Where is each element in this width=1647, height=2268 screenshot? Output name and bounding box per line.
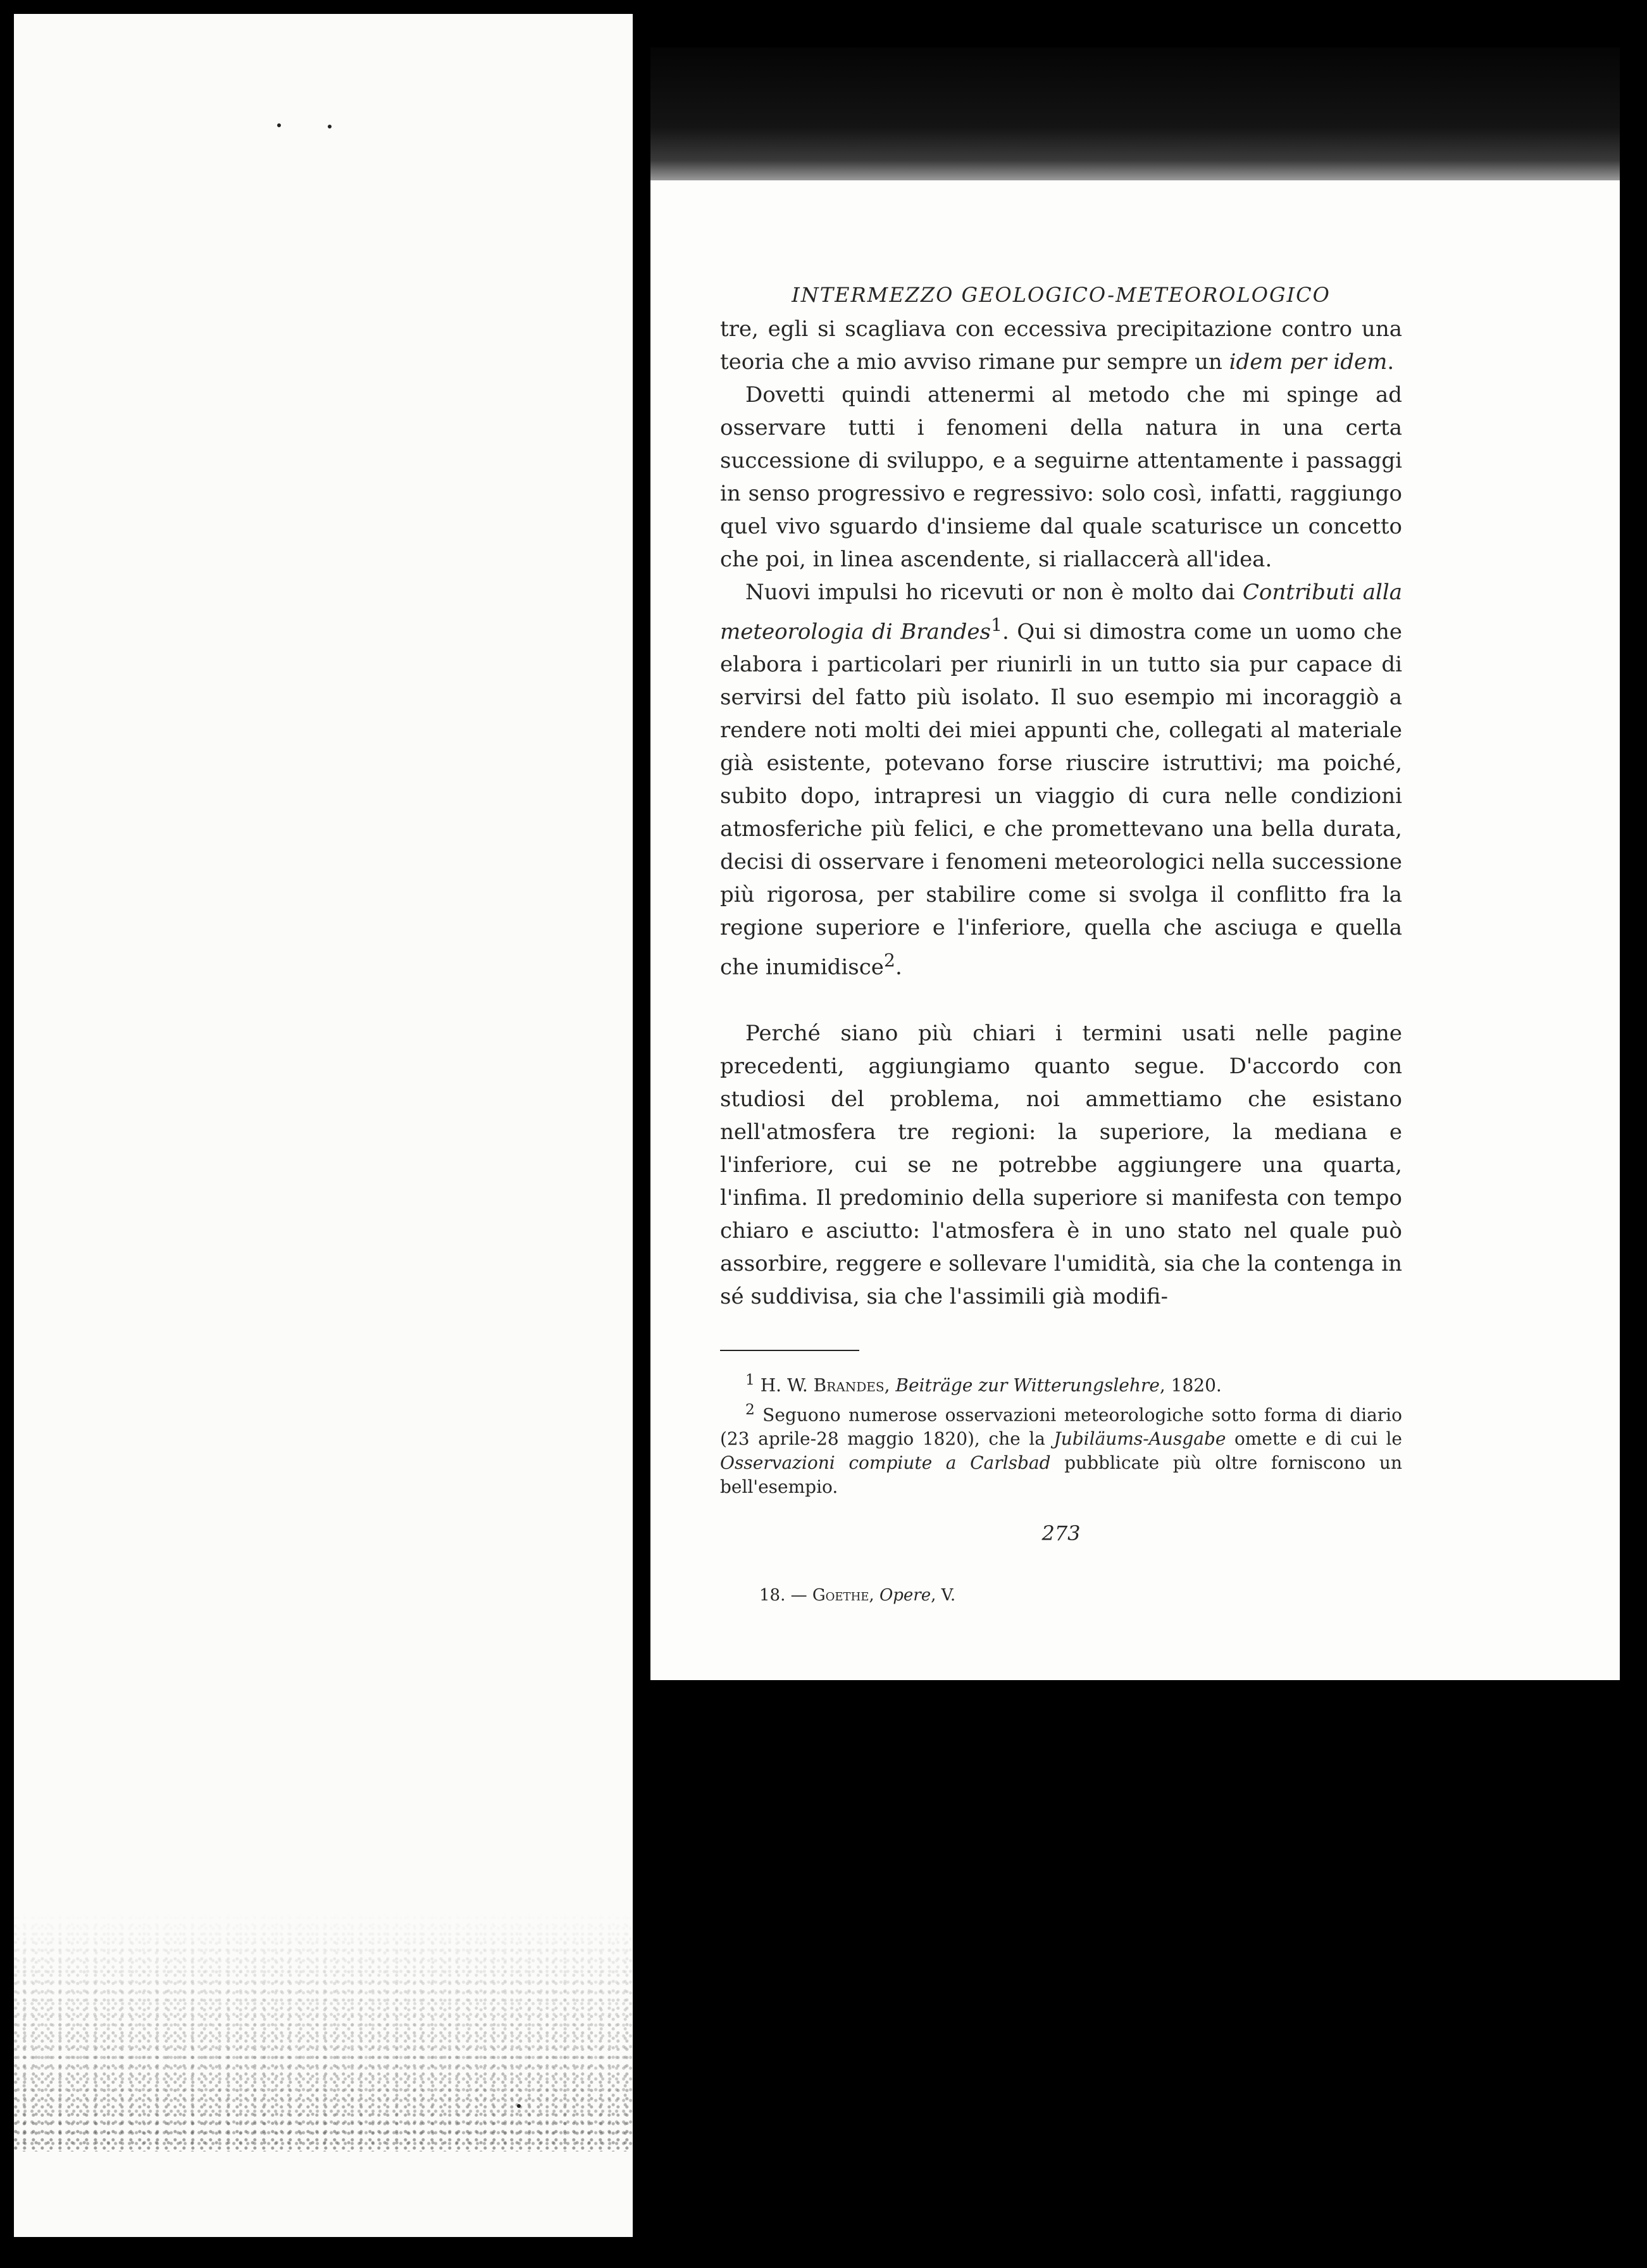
running-head: INTERMEZZO GEOLOGICO-METEOROLOGICO <box>792 283 1331 307</box>
scan-dust <box>328 125 332 128</box>
footnote-2: $^2$ Seguono numerose osservazioni meteorologiche sotto forma di diario (23 aprile-28 maggio 1820), che la Jubiläums-Ausgabe omette e di cui le Osservazioni compiute a Carlsbad pubblicate più oltre forniscono un bell'esempio. <box>720 1400 1403 1498</box>
cited-title: Contributi alla meteorologia di Brandes <box>720 580 1402 645</box>
scan-noise <box>14 1911 633 2152</box>
bottom-border <box>0 2237 1647 2268</box>
paragraph-4: Perché siano più chiari i termini usati nelle pagine precedenti, aggiungiamo quanto segue. D'accordo con studiosi del problema, noi ammettiamo che esistano nell'atmosfera tre regioni: la superiore, la mediana e l'inferiore, cui se ne potrebbe aggiungere una quarta, l'infima. Il predominio della superiore si manifesta con tempo chiaro e asciutto: l'atmosfera è in uno stato nel quale può assorbire, reggere e sollevare l'umidità, sia che la contenga in sé suddivisa, sia che l'assimili già modifi- <box>720 1020 1402 1309</box>
footnotes <box>720 1368 1402 1500</box>
page-text <box>720 278 1402 1612</box>
page-number: 273 <box>1041 1521 1081 1546</box>
paragraph-2: Dovetti quindi attenermi al metodo che mi spinge ad osservare tutti i fenomeni della natura in una certa successione di sviluppo, e a seguirne attentamente i passaggi in senso progressivo e regressivo: solo così, infatti, raggiungo quel vivo sguardo d'insieme dal quale scaturisce un concetto che poi, in linea ascendente, si riallaccerà all'idea. <box>720 382 1402 572</box>
footnote-ref: 1 <box>990 614 1002 635</box>
paragraph-1: tre, egli si scagliava con eccessiva precipitazione contro una teoria che a mio avviso rimane pur sempre un idem per idem. <box>720 316 1402 375</box>
page-gutter <box>633 14 650 2254</box>
scan-dust <box>277 123 281 127</box>
right-border <box>1620 0 1647 2268</box>
footnote-1: $^1$ H. W. Brandes, Beiträge zur Witterungslehre, 1820. <box>745 1370 1222 1395</box>
paragraph-3: Nuovi impulsi ho ricevuti or non è molto dai Contributi alla meteorologia di Brandes$^1$. Qui si dimostra come un uomo che elabora i particolari per riunirli in un tutto sia pur capace di servirsi del fatto più isolato. Il suo esempio mi incoraggiò a rendere noti molti dei miei appunti che, collegati al materiale già esistente, potevano forse riuscire istruttivi; ma poiché, subito dopo, intrapresi un viaggio di cura nelle condizioni atmosferiche più felici, e che promettevano una bella durata, decisi di osservare i fenomeni meteorologici nella successione più rigorosa, per stabilire come si svolga il conflitto fra la regione superiore e l'inferiore, quella che asciuga e quella che inumidisce$^2$. <box>720 580 1402 980</box>
footnote-divider <box>720 1350 859 1351</box>
scan-dust <box>517 2104 521 2108</box>
top-shadow <box>650 47 1620 180</box>
footnote-ref: 2 <box>883 950 895 971</box>
latin-phrase: idem per idem <box>1229 349 1388 375</box>
printer-signature: 18. — Goethe, Opere, V. <box>759 1586 956 1605</box>
